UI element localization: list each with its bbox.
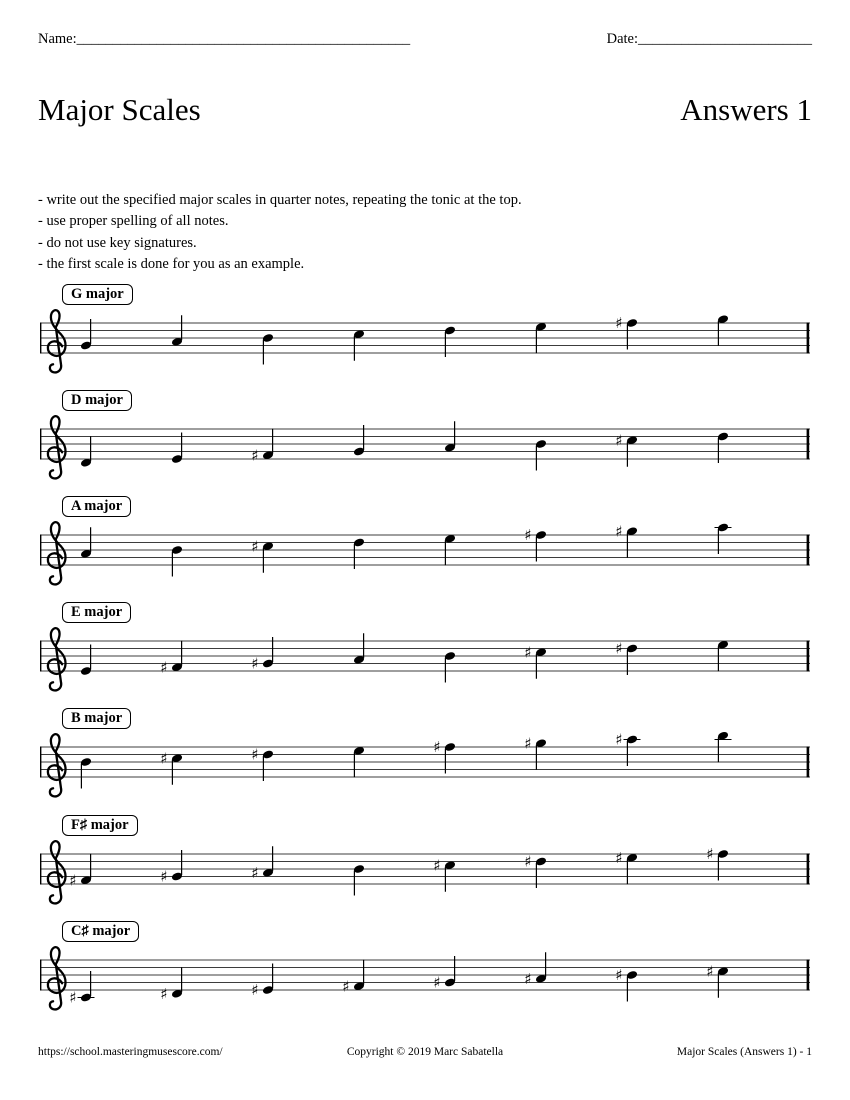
note-G5 — [717, 314, 729, 346]
treble-clef-icon — [48, 628, 66, 690]
note-B♯4 — [615, 966, 638, 1001]
staff-svg — [0, 915, 850, 1019]
staff-svg — [0, 490, 850, 594]
sharp-icon: ♯ — [524, 526, 532, 545]
footer-url: https://school.masteringmusescore.com/ — [38, 1046, 223, 1058]
sharp-icon: ♯ — [615, 965, 623, 984]
barline-end — [807, 959, 810, 990]
sharp-icon: ♯ — [706, 962, 714, 981]
footer-copyright: Copyright © 2019 Marc Sabatella — [346, 1046, 504, 1058]
note-G♯4 — [160, 850, 183, 886]
note-B4 — [171, 545, 183, 577]
sharp-icon: ♯ — [615, 639, 623, 658]
note-F♯5 — [615, 314, 638, 349]
footer-page-label: Major Scales (Answers 1) - 1 — [676, 1046, 812, 1058]
sharp-icon: ♯ — [69, 870, 77, 889]
instruction-line: - the first scale is done for you as an example. — [38, 255, 305, 272]
sharp-icon: ♯ — [433, 855, 441, 874]
name-field — [38, 31, 410, 48]
sharp-icon: ♯ — [706, 844, 714, 863]
barline-end — [807, 535, 810, 566]
note-G♯4 — [251, 637, 274, 673]
sharp-icon: ♯ — [251, 654, 259, 673]
note-C♯4 — [69, 971, 94, 1007]
barline-end — [807, 853, 810, 884]
note-G♯4 — [433, 956, 456, 992]
note-E♯4 — [251, 963, 274, 999]
staff-svg — [0, 596, 850, 700]
sharp-icon: ♯ — [524, 643, 532, 662]
note-A♯5 — [615, 731, 640, 766]
treble-clef-icon — [48, 416, 66, 478]
note-A4 — [171, 315, 183, 347]
sharp-icon: ♯ — [615, 848, 623, 867]
barline-end — [807, 641, 810, 672]
date-blank-line: ________________________ — [638, 31, 812, 47]
page-title: Major Scales — [38, 92, 201, 127]
scale-row — [0, 596, 850, 700]
staff-svg — [0, 702, 850, 806]
scale-row — [0, 278, 850, 382]
sharp-icon: ♯ — [615, 431, 623, 450]
note-C5 — [353, 329, 365, 361]
note-B4 — [535, 439, 547, 471]
date-field — [607, 31, 812, 48]
note-D5 — [353, 538, 365, 570]
scale-row — [0, 702, 850, 806]
header-row — [38, 31, 812, 48]
scale-label: C♯ major — [62, 921, 139, 942]
note-D5 — [717, 432, 729, 464]
note-D♯5 — [251, 746, 274, 781]
sharp-icon: ♯ — [251, 980, 259, 999]
note-E5 — [535, 322, 547, 354]
instruction-line: - write out the specified major scales in quarter notes, repeating the tonic at the top. — [38, 192, 522, 208]
sharp-icon: ♯ — [160, 658, 168, 677]
name-label: Name: — [38, 31, 77, 47]
note-B4 — [262, 333, 274, 365]
sharp-icon: ♯ — [524, 969, 532, 988]
sharp-icon: ♯ — [251, 537, 259, 556]
scale-row — [0, 384, 850, 488]
sharp-icon: ♯ — [160, 984, 168, 1003]
sharp-icon: ♯ — [524, 852, 532, 871]
note-E5 — [353, 746, 365, 778]
note-G♯5 — [615, 523, 638, 558]
note-A4 — [80, 527, 92, 559]
barline-end — [807, 323, 810, 354]
sharp-icon: ♯ — [615, 314, 623, 333]
note-E5 — [717, 640, 729, 672]
staff-svg — [0, 809, 850, 913]
staff-svg — [0, 384, 850, 488]
barline-end — [807, 429, 810, 460]
sharp-icon: ♯ — [433, 973, 441, 992]
note-A5 — [715, 523, 732, 555]
scale-row — [0, 915, 850, 1019]
scale-row — [0, 809, 850, 913]
note-B4 — [444, 651, 456, 683]
note-D♯5 — [524, 852, 547, 887]
note-G♯5 — [524, 735, 547, 770]
scale-label: E major — [62, 602, 131, 623]
sharp-icon: ♯ — [160, 867, 168, 886]
sharp-icon: ♯ — [433, 738, 441, 757]
scale-label: B major — [62, 708, 131, 729]
sharp-icon: ♯ — [251, 446, 259, 465]
name-blank-line: ______________________________________________ — [76, 31, 411, 47]
sharp-icon: ♯ — [160, 749, 168, 768]
note-E4 — [80, 645, 92, 677]
note-E5 — [444, 534, 456, 566]
note-B5 — [715, 731, 732, 763]
page-subtitle: Answers 1 — [680, 92, 812, 127]
instruction-line: - use proper spelling of all notes. — [38, 213, 229, 230]
treble-clef-icon — [48, 841, 66, 903]
treble-clef-icon — [48, 522, 66, 584]
sharp-icon: ♯ — [69, 988, 77, 1007]
sharp-icon: ♯ — [251, 863, 259, 882]
note-D♯4 — [160, 967, 183, 1003]
scale-label: G major — [62, 284, 133, 305]
note-F♯5 — [706, 845, 729, 880]
scale-label: F♯ major — [62, 815, 138, 836]
note-D5 — [444, 325, 456, 357]
sharp-icon: ♯ — [615, 522, 623, 541]
note-B4 — [80, 757, 92, 789]
sharp-icon: ♯ — [615, 731, 623, 750]
footer — [38, 1046, 812, 1058]
note-A4 — [444, 421, 456, 453]
treble-clef-icon — [48, 947, 66, 1009]
scale-label: D major — [62, 390, 132, 411]
note-G4 — [80, 319, 92, 351]
note-F♯5 — [524, 526, 547, 561]
note-E4 — [171, 433, 183, 465]
sharp-icon: ♯ — [524, 734, 532, 753]
note-F♯5 — [433, 739, 456, 774]
sharp-icon: ♯ — [251, 746, 259, 765]
title-row — [38, 93, 812, 127]
treble-clef-icon — [48, 734, 66, 796]
sharp-icon: ♯ — [342, 977, 350, 996]
note-G4 — [353, 425, 365, 457]
scale-row — [0, 490, 850, 594]
note-D4 — [80, 436, 92, 468]
treble-clef-icon — [48, 310, 66, 372]
instruction-line: - do not use key signatures. — [38, 234, 197, 251]
scale-label: A major — [62, 496, 131, 517]
instructions — [38, 190, 812, 275]
note-A4 — [353, 634, 365, 666]
staff-svg — [0, 278, 850, 382]
note-B4 — [353, 863, 365, 895]
barline-end — [807, 747, 810, 778]
note-D♯5 — [615, 640, 638, 675]
date-label: Date: — [606, 31, 638, 47]
